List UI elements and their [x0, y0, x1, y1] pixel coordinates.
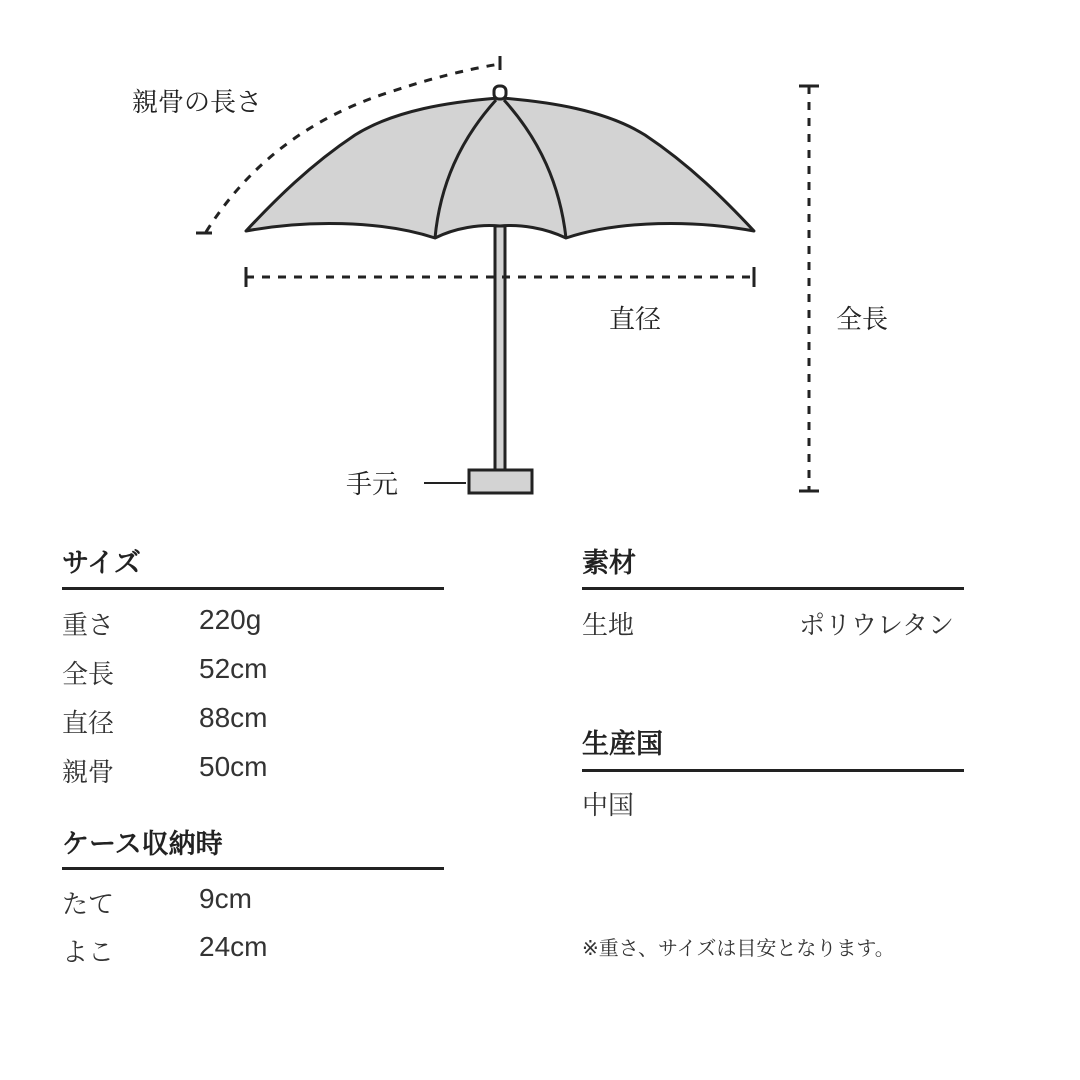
case-width-label: よこ [62, 938, 115, 968]
size-section-title: サイズ [62, 548, 141, 579]
size-rib-label: 親骨 [62, 758, 115, 788]
umbrella-handle [469, 470, 532, 493]
case-section-title: ケース収納時 [62, 829, 223, 860]
case-section-rule [62, 867, 444, 870]
case-height-value: 9cm [199, 883, 252, 914]
umbrella-canopy [246, 98, 754, 238]
material-section-title: 素材 [582, 548, 636, 579]
case-height-label: たて [62, 890, 115, 920]
size-weight-label: 重さ [62, 611, 115, 641]
rib-length-label: 親骨の長さ [132, 88, 263, 118]
origin-country-value: 中国 [582, 791, 635, 821]
size-total-length-label: 全長 [62, 660, 115, 690]
origin-section-rule [582, 769, 964, 772]
umbrella-diagram [0, 0, 1080, 520]
size-diameter-label: 直径 [62, 709, 115, 739]
total-length-label: 全長 [836, 305, 889, 335]
diameter-label: 直径 [609, 305, 662, 335]
size-total-length-value: 52cm [199, 653, 268, 684]
material-fabric-value: ポリウレタン [799, 611, 954, 641]
umbrella-shaft [495, 226, 505, 470]
size-weight-value: 220g [199, 604, 262, 635]
handle-label: 手元 [346, 470, 399, 500]
case-width-value: 24cm [199, 931, 268, 962]
size-rib-value: 50cm [199, 751, 268, 782]
size-section-rule [62, 587, 444, 590]
size-diameter-value: 88cm [199, 702, 268, 733]
material-fabric-label: 生地 [582, 611, 635, 641]
origin-section-title: 生産国 [582, 729, 663, 760]
disclaimer-note: ※重さ、サイズは目安となります。 [582, 936, 895, 960]
umbrella-tip [494, 86, 506, 99]
material-section-rule [582, 587, 964, 590]
